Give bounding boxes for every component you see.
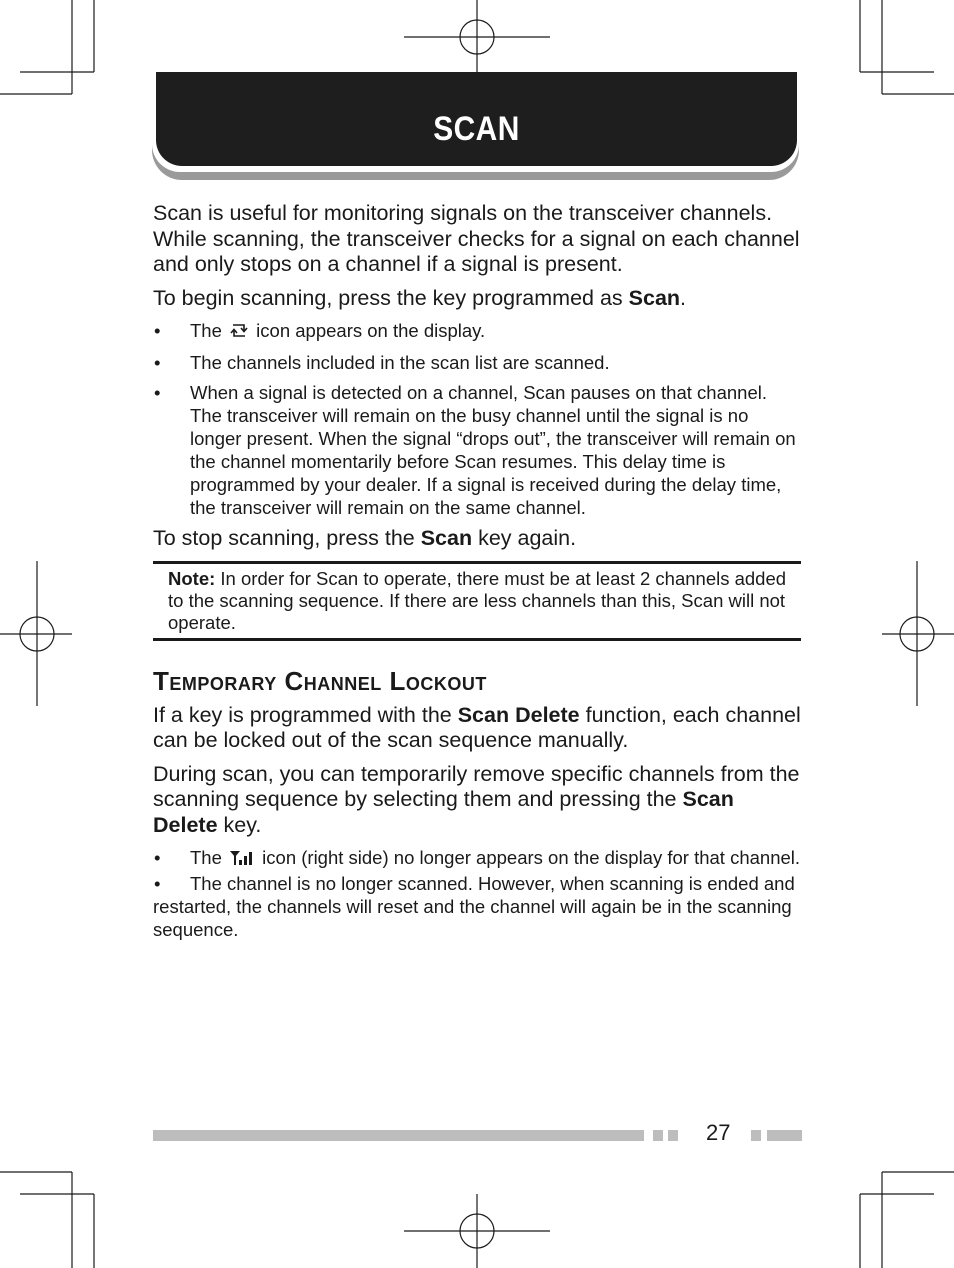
bullet-text: When a signal is detected on a channel, Scan pauses on that channel. The transceiver will remain on the busy channel until the signal is no longer present. When the signal “drops out”, the transceiver will remain on the channel momentarily before Scan resumes. This delay time is programmed by your dealer. If a signal is received during the delay time, the transceiver will remain on the same channel. bbox=[190, 382, 796, 518]
bullet-text: The bbox=[190, 847, 228, 868]
bullet: • bbox=[154, 847, 161, 868]
remove-channels-paragraph bbox=[153, 762, 801, 839]
list-item bbox=[153, 351, 801, 374]
bullet-text: The bbox=[190, 320, 228, 341]
scan-key-name: Scan bbox=[420, 526, 473, 550]
scan-bullet-list bbox=[153, 319, 801, 519]
scan-icon bbox=[229, 321, 249, 344]
begin-scan-end: . bbox=[680, 285, 687, 310]
begin-scan-text: To begin scanning, press the key programmed as bbox=[153, 285, 629, 310]
antenna-icon bbox=[229, 848, 255, 871]
bullet: • bbox=[154, 873, 161, 894]
bullet-text: icon (right side) no longer appears on the display for that channel. bbox=[257, 847, 801, 868]
stop-scan-paragraph bbox=[153, 526, 801, 552]
scan-delete-key-name: Scan Delete bbox=[153, 787, 734, 837]
bullet: • bbox=[154, 320, 161, 341]
page-title: SCAN bbox=[433, 110, 520, 148]
begin-scan-paragraph bbox=[153, 286, 801, 312]
note-text: In order for Scan to operate, there must be at least 2 channels added to the scanning sequence. If there are less channels than this, Scan will not operate. bbox=[168, 567, 787, 633]
scan-delete-paragraph bbox=[153, 703, 801, 754]
intro-paragraph: Scan is useful for monitoring signals on the transceiver channels. While scanning, the transceiver checks for a signal on each channel and only stops on a channel if a signal is present. bbox=[153, 201, 800, 276]
stop-scan-end: key again. bbox=[472, 526, 577, 550]
page-number: 27 bbox=[706, 1120, 731, 1145]
list-item bbox=[153, 872, 801, 941]
bullet: • bbox=[154, 352, 161, 373]
bullet: • bbox=[154, 382, 161, 403]
bullet-text: The channel is no longer scanned. However, when scanning is ended and restarted, the channels will reset and the channel will again be in the scanning sequence. bbox=[153, 873, 795, 940]
scan-key-name: Scan bbox=[628, 285, 681, 310]
section-heading: Temporary Channel Lockout bbox=[153, 665, 487, 696]
bullet-text: icon appears on the display. bbox=[251, 320, 486, 341]
note-box bbox=[153, 561, 801, 641]
list-item bbox=[153, 319, 801, 344]
paragraph-text: key. bbox=[217, 812, 262, 837]
list-item bbox=[153, 846, 801, 871]
footer-square bbox=[668, 1130, 678, 1141]
footer-bar bbox=[767, 1130, 802, 1141]
footer-square bbox=[751, 1130, 761, 1141]
footer-square bbox=[653, 1130, 663, 1141]
paragraph-text: function, each channel can be locked out of the scan sequence manually. bbox=[153, 702, 801, 752]
list-item bbox=[153, 381, 801, 519]
scan-delete-key-name: Scan Delete bbox=[457, 702, 580, 727]
note-label: Note: bbox=[168, 567, 216, 589]
paragraph-text: During scan, you can temporarily remove specific channels from the scanning sequence by selecting them and pressing the bbox=[153, 761, 800, 811]
bullet-text: The channels included in the scan list are scanned. bbox=[190, 352, 610, 373]
paragraph-text: If a key is programmed with the bbox=[153, 702, 458, 727]
stop-scan-text: To stop scanning, press the bbox=[153, 526, 421, 550]
footer-bar bbox=[153, 1130, 644, 1141]
main-content bbox=[153, 201, 801, 941]
